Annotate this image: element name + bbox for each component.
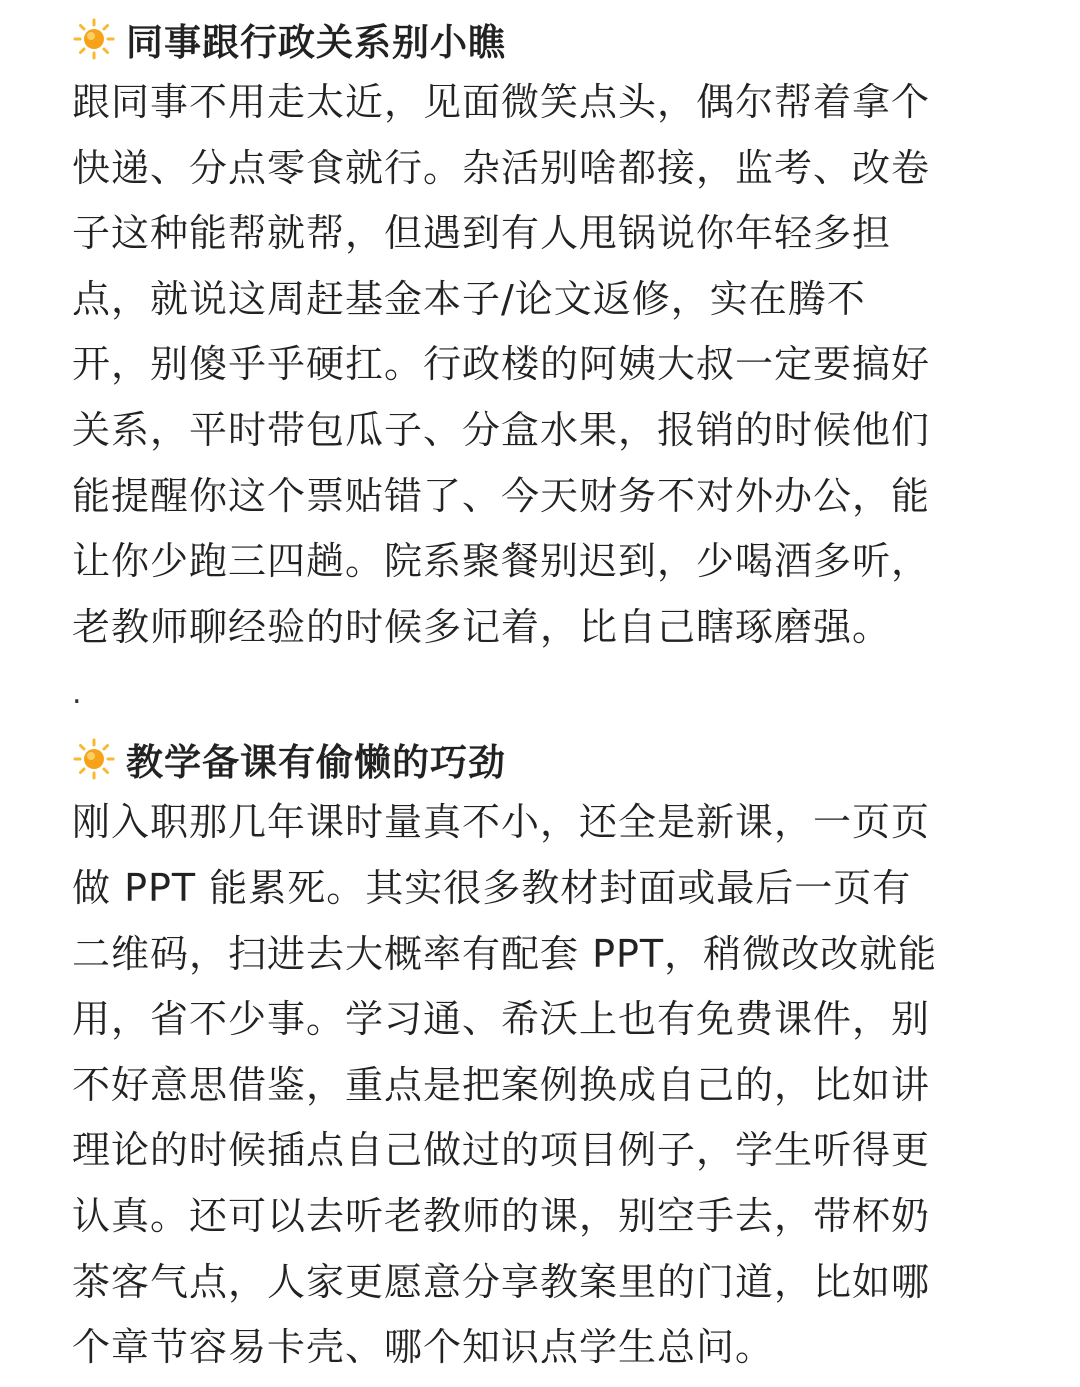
paragraph-line: 茶客气点，人家更愿意分享教案里的门道，比如哪 xyxy=(72,1259,931,1304)
section-heading-colleagues xyxy=(72,8,1012,70)
section-separator: . xyxy=(72,676,82,712)
paragraph-line: 快递、分点零食就行。杂活别啥都接，监考、改卷 xyxy=(72,145,931,190)
paragraph-line: 子这种能帮就帮，但遇到有人甩锅说你年轻多担 xyxy=(72,211,892,256)
sun-icon xyxy=(72,17,116,61)
paragraph-line: 关系，平时带包瓜子、分盒水果，报销的时候他们 xyxy=(72,407,931,452)
paragraph-line: 老教师聊经验的时候多记着，比自己瞎琢磨强。 xyxy=(72,604,892,649)
section-heading-text: 教学备课有偷懒的巧劲 xyxy=(126,741,506,785)
note-page xyxy=(72,8,1012,1381)
paragraph-line: 认真。还可以去听老教师的课，别空手去，带杯奶 xyxy=(72,1193,931,1238)
paragraph-line: 不好意思借鉴，重点是把案例换成自己的，比如讲 xyxy=(72,1062,931,1107)
paragraph-line: 让你少跑三四趟。院系聚餐别迟到，少喝酒多听， xyxy=(72,539,931,584)
paragraph-line: 跟同事不用走太近，见面微笑点头，偶尔帮着拿个 xyxy=(72,80,931,124)
section-heading-teaching xyxy=(72,728,1012,790)
paragraph-line: 做 PPT 能累死。其实很多教材封面或最后一页有 xyxy=(72,865,912,910)
paragraph-line: 点，就说这周赶基金本子/论文返修，实在腾不 xyxy=(72,276,866,321)
section-heading-text: 同事跟行政关系别小瞧 xyxy=(126,21,506,64)
paragraph-line: 个章节容易卡壳、哪个知识点学生总问。 xyxy=(72,1325,775,1370)
paragraph-line: 开，别傻乎乎硬扛。行政楼的阿姨大叔一定要搞好 xyxy=(72,342,931,387)
paragraph-line: 用，省不少事。学习通、希沃上也有免费课件，别 xyxy=(72,997,931,1042)
section-paragraph-teaching xyxy=(72,790,1012,1380)
paragraph-line: 能提醒你这个票贴错了、今天财务不对外办公，能 xyxy=(72,473,931,518)
section-paragraph-colleagues xyxy=(72,70,1012,660)
paragraph-line: 理论的时候插点自己做过的项目例子，学生听得更 xyxy=(72,1128,931,1173)
sun-icon xyxy=(72,737,116,781)
paragraph-line: 二维码，扫进去大概率有配套 PPT，稍微改改就能 xyxy=(72,931,938,976)
paragraph-line: 刚入职那几年课时量真不小，还全是新课，一页页 xyxy=(72,800,931,845)
